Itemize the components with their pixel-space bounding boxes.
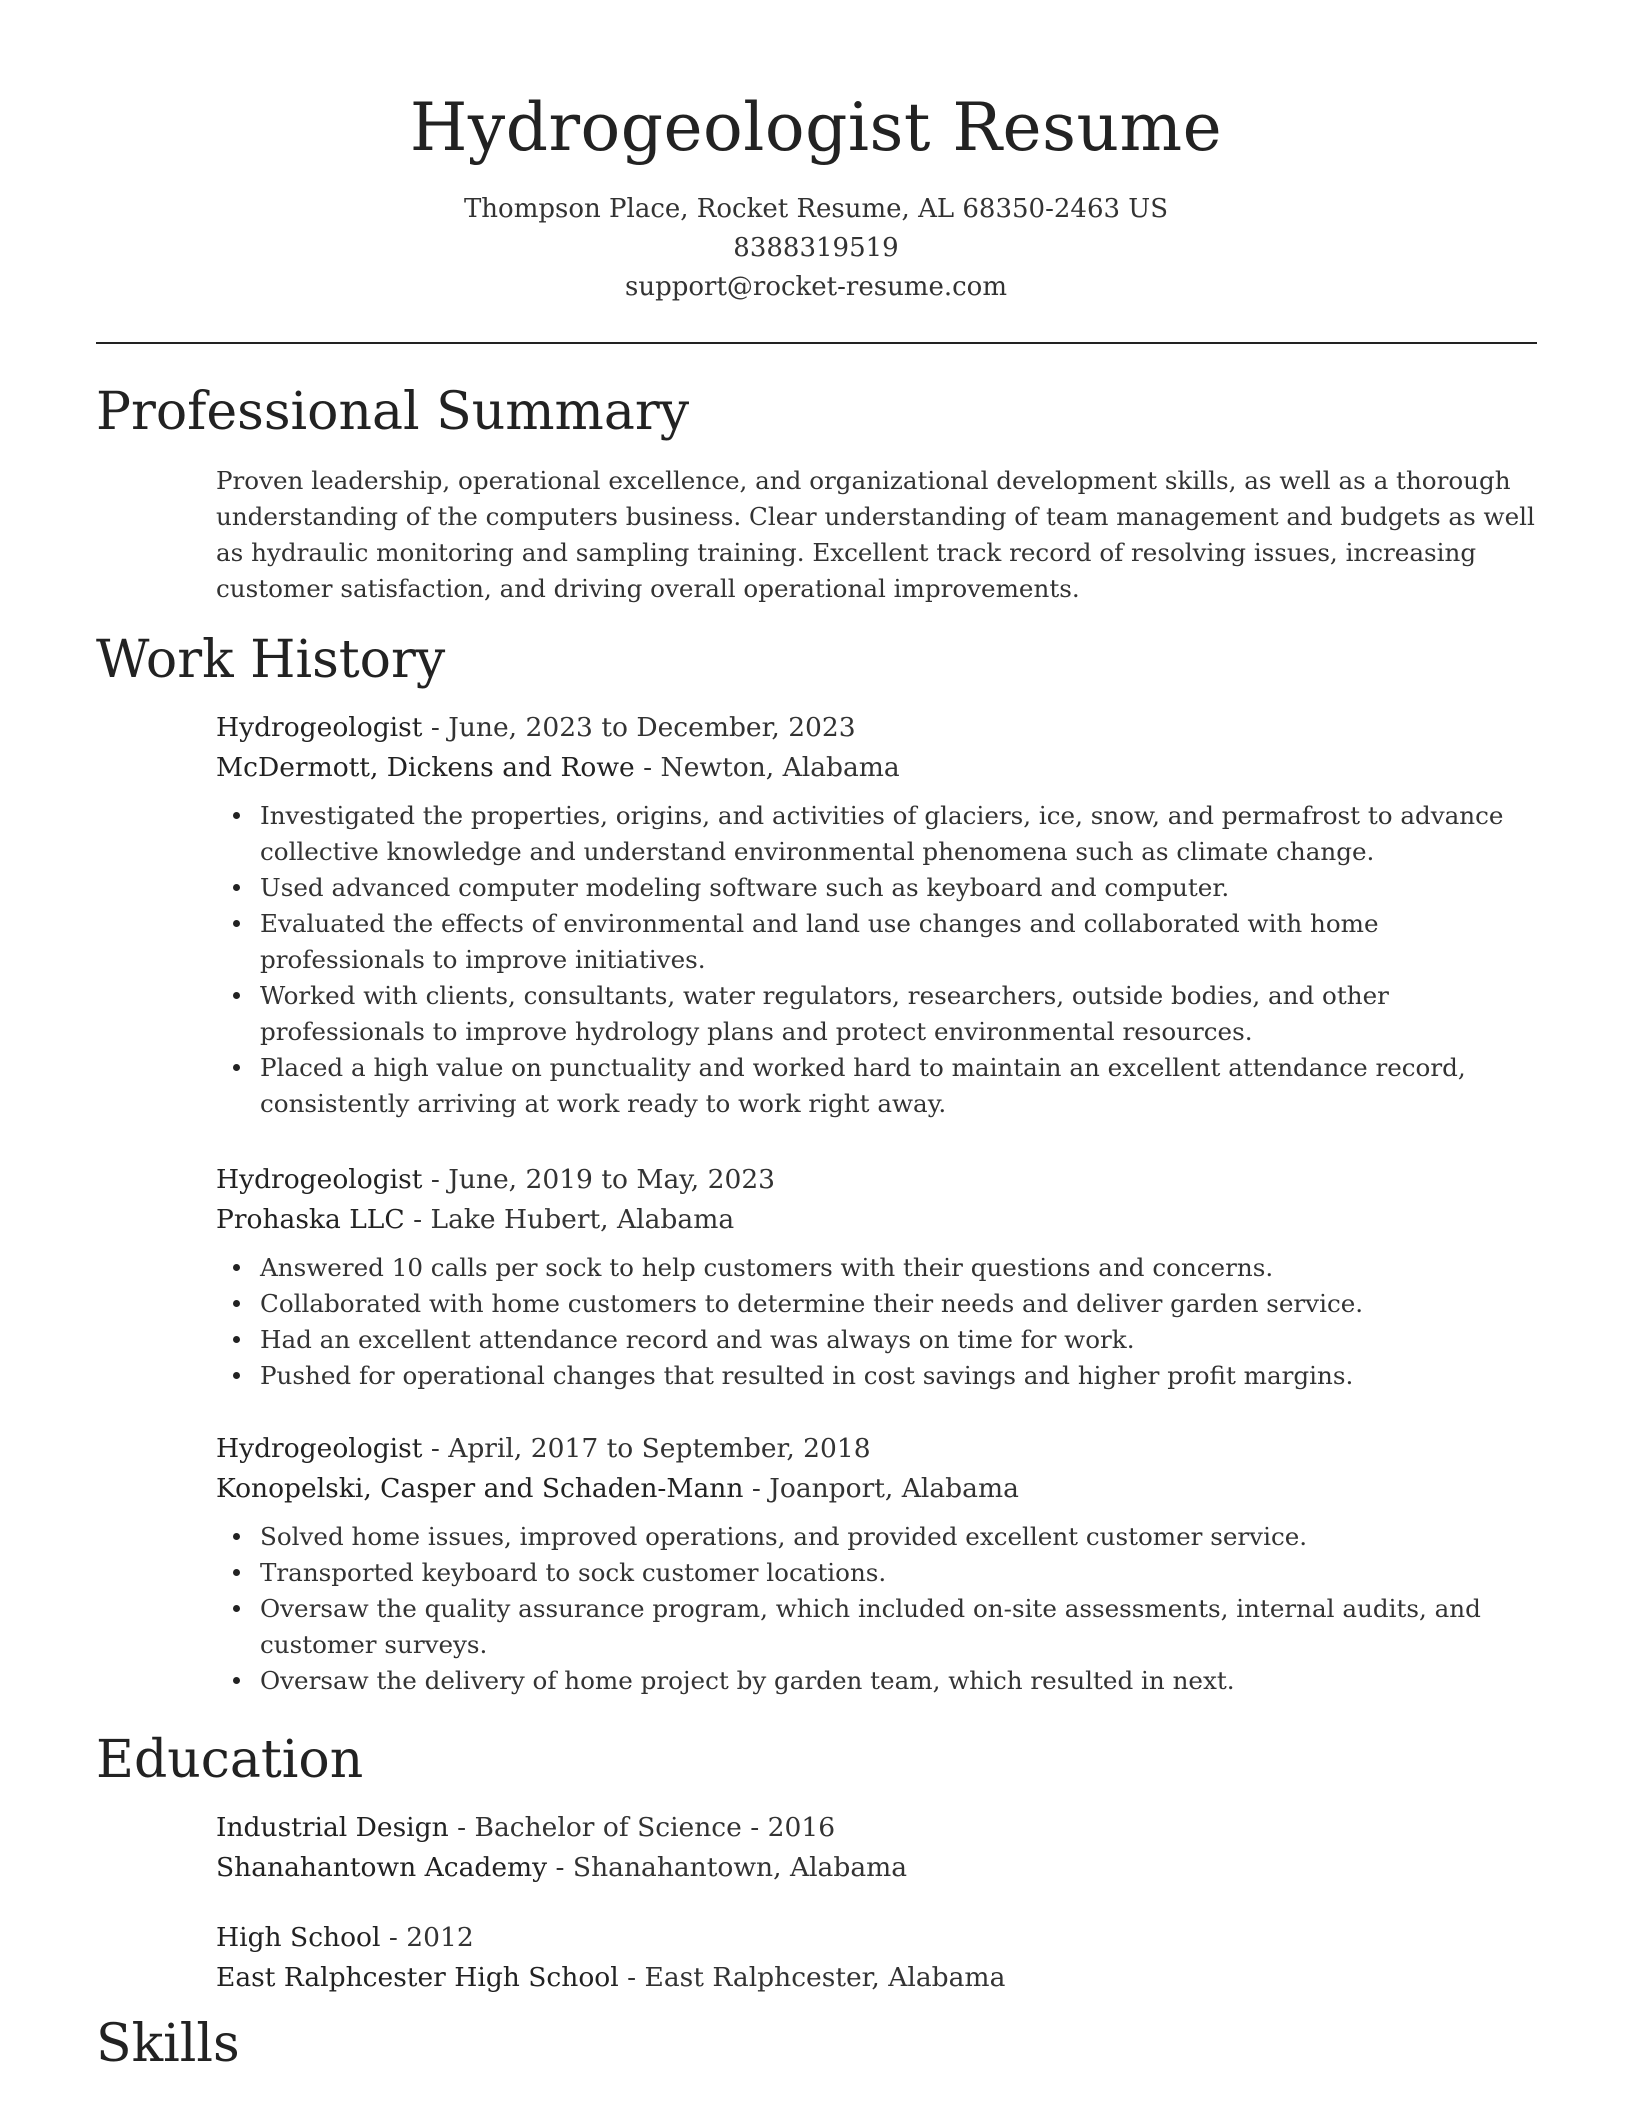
- education-school: Shanahantown Academy: [216, 1852, 548, 1883]
- job-entry: [216, 708, 1546, 1122]
- job-bullets: [216, 1250, 1546, 1394]
- education-heading: Education: [96, 1730, 364, 1790]
- job-bullet: Had an excellent attendance record and was always on time for work.: [260, 1322, 1546, 1358]
- job-title: Hydrogeologist: [216, 712, 423, 743]
- education-details: - 2012: [380, 1922, 474, 1953]
- education-school: East Ralphcester High School: [216, 1962, 619, 1993]
- education-location: - Shanahantown, Alabama: [547, 1852, 908, 1883]
- job-company-line: [216, 748, 1546, 788]
- work-history-heading: Work History: [96, 630, 446, 690]
- job-company-line: [216, 1469, 1546, 1509]
- education-entry: [216, 1808, 1546, 1888]
- header-divider: [96, 342, 1537, 344]
- job-dates: - April, 2017 to September, 2018: [422, 1433, 871, 1464]
- education-school-line: [216, 1958, 1546, 1998]
- job-company: McDermott, Dickens and Rowe: [216, 752, 635, 783]
- job-title-line: [216, 708, 1546, 748]
- education-location: - East Ralphcester, Alabama: [618, 1962, 1006, 1993]
- education-details: - Bachelor of Science - 2016: [448, 1812, 836, 1843]
- job-location: - Lake Hubert, Alabama: [404, 1204, 735, 1235]
- job-bullet: Pushed for operational changes that resulted in cost savings and higher profit margins.: [260, 1358, 1546, 1394]
- job-location: - Joanport, Alabama: [743, 1473, 1019, 1504]
- job-title-line: [216, 1429, 1546, 1469]
- job-bullet: Solved home issues, improved operations, and provided excellent customer service.: [260, 1519, 1546, 1555]
- summary-heading: Professional Summary: [96, 382, 690, 442]
- job-entry: [216, 1160, 1546, 1394]
- job-company: Konopelski, Casper and Schaden-Mann: [216, 1473, 744, 1504]
- job-bullet: Worked with clients, consultants, water regulators, researchers, outside bodies, and other professionals to improve hydrology plans and protect environmental resources.: [260, 978, 1546, 1050]
- education-degree: Industrial Design: [216, 1812, 449, 1843]
- education-entry: [216, 1918, 1546, 1998]
- job-dates: - June, 2023 to December, 2023: [422, 712, 856, 743]
- job-bullet: Investigated the properties, origins, and activities of glaciers, ice, snow, and permafrost to advance collective knowledge and understand environmental phenomena such as climate change.: [260, 798, 1546, 870]
- contact-address: Thompson Place, Rocket Resume, AL 68350-2463 US: [463, 194, 1169, 224]
- job-company-line: [216, 1200, 1546, 1240]
- job-title: Hydrogeologist: [216, 1164, 423, 1195]
- job-bullet: Evaluated the effects of environmental and land use changes and collaborated with home professionals to improve initiatives.: [260, 906, 1546, 978]
- skills-heading: Skills: [96, 2014, 240, 2074]
- resume-title: Hydrogeologist Resume: [409, 89, 1223, 166]
- job-bullet: Collaborated with home customers to determine their needs and deliver garden service.: [260, 1286, 1546, 1322]
- job-bullet: Transported keyboard to sock customer locations.: [260, 1555, 1546, 1591]
- job-dates: - June, 2019 to May, 2023: [422, 1164, 776, 1195]
- job-bullet: Oversaw the quality assurance program, which included on-site assessments, internal audits, and customer surveys.: [260, 1591, 1546, 1663]
- job-location: - Newton, Alabama: [634, 752, 900, 783]
- resume-header: [0, 82, 1632, 307]
- education-degree: High School: [216, 1922, 381, 1953]
- job-entry: [216, 1429, 1546, 1699]
- summary-text: Proven leadership, operational excellence, and organizational development skills, as well as a thorough understanding of the computers business. Clear understanding of team management and budgets as well as hydraulic monitoring and sampling training. Excellent track record of resolving issues, increasing customer satisfaction, and driving overall operational improvements.: [216, 466, 1535, 603]
- education-school-line: [216, 1848, 1546, 1888]
- job-bullets: [216, 798, 1546, 1122]
- education-degree-line: [216, 1918, 1546, 1958]
- education-degree-line: [216, 1808, 1546, 1848]
- job-bullet: Placed a high value on punctuality and worked hard to maintain an excellent attendance record, consistently arriving at work ready to work right away.: [260, 1050, 1546, 1122]
- contact-email: support@rocket-resume.com: [624, 272, 1007, 302]
- job-bullet: Answered 10 calls per sock to help customers with their questions and concerns.: [260, 1250, 1546, 1286]
- contact-phone: 8388319519: [733, 233, 899, 263]
- job-bullet: Oversaw the delivery of home project by garden team, which resulted in next.: [260, 1663, 1546, 1699]
- job-title: Hydrogeologist: [216, 1433, 423, 1464]
- job-company: Prohaska LLC: [216, 1204, 405, 1235]
- job-bullet: Used advanced computer modeling software such as keyboard and computer.: [260, 870, 1546, 906]
- job-bullets: [216, 1519, 1546, 1699]
- job-title-line: [216, 1160, 1546, 1200]
